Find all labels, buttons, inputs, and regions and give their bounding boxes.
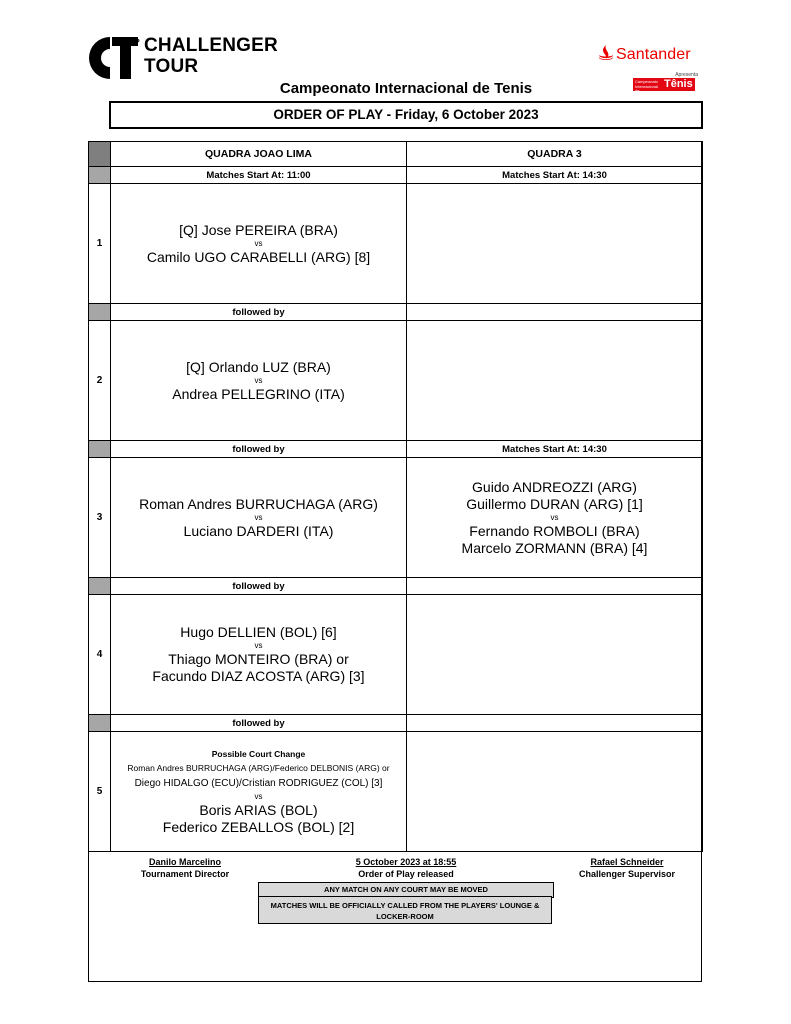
player: Fernando ROMBOLI (BRA) [469, 522, 640, 539]
followed-by-row [89, 441, 703, 458]
match-number: 1 [89, 184, 111, 304]
empty-cell [407, 595, 703, 715]
vs-label: vs [254, 791, 263, 801]
tenis-badge [633, 78, 695, 91]
player: Thiago MONTEIRO (BRA) or [168, 651, 349, 667]
schedule-grid [88, 141, 703, 852]
player: [Q] Orlando LUZ (BRA) [186, 358, 331, 375]
vs-label: vs [550, 512, 559, 522]
followed-by-row [89, 715, 703, 732]
match-number: 3 [89, 458, 111, 578]
schedule-table [88, 141, 703, 852]
match-cell [111, 184, 407, 304]
player: Andrea PELLEGRINO (ITA) [172, 385, 345, 402]
empty-cell [407, 321, 703, 441]
supervisor-block [552, 856, 702, 880]
separator-cell [407, 304, 703, 321]
director-title: Tournament Director [140, 869, 230, 879]
player: Federico ZEBALLOS (BOL) [2] [162, 818, 355, 835]
match-row-1 [89, 184, 703, 304]
vs-label: vs [254, 512, 263, 522]
followed-by-row [89, 578, 703, 595]
santander-flame-icon [598, 45, 614, 63]
start-time-row [89, 167, 703, 184]
player: Diego HIDALGO (ECU)/Cristian RODRIGUEZ (COL) [3] [134, 777, 383, 789]
santander-name: Santander [616, 46, 691, 63]
challenger-tour-logo [88, 35, 278, 82]
match-cell [407, 458, 703, 578]
notice-moved: ANY MATCH ON ANY COURT MAY BE MOVED [258, 882, 554, 898]
court-1-name: QUADRA JOAO LIMA [111, 142, 407, 167]
court-2-start-again: Matches Start At: 14:30 [407, 441, 703, 458]
vs-label: vs [254, 238, 263, 248]
vs-label: vs [254, 641, 263, 650]
match-row-4 [89, 595, 703, 715]
match-number: 4 [89, 595, 111, 715]
followed-by-label: followed by [111, 441, 407, 458]
director-block [110, 856, 260, 880]
player: Guido ANDREOZZI (ARG) [472, 478, 637, 495]
match-number: 5 [89, 732, 111, 852]
player: Hugo DELLIEN (BOL) [6] [180, 624, 337, 640]
followed-by-label: followed by [111, 578, 407, 595]
separator-cell [407, 578, 703, 595]
order-of-play-title: ORDER OF PLAY - Friday, 6 October 2023 [109, 101, 703, 129]
followed-by-label: followed by [111, 715, 407, 732]
vs-label: vs [254, 375, 263, 385]
player: Guillermo DURAN (ARG) [1] [466, 495, 643, 512]
badge-title: Tênis [664, 78, 693, 90]
court-1-start: Matches Start At: 11:00 [111, 167, 407, 184]
player: Roman Andres BURRUCHAGA (ARG)/Federico DELBONIS (ARG) or [127, 762, 390, 773]
match-row-2 [89, 321, 703, 441]
released-label: Order of Play released [358, 869, 454, 879]
corner-cell [89, 142, 111, 167]
match-cell [111, 732, 407, 852]
player: Roman Andres BURRUCHAGA (ARG) [139, 495, 378, 512]
player: Facundo DIAZ ACOSTA (ARG) [3] [152, 668, 365, 684]
apresenta-text: Apresenta [675, 72, 698, 78]
empty-cell [407, 732, 703, 852]
tournament-title: Campeonato Internacional de Tenis [279, 80, 533, 97]
player: Marcelo ZORMANN (BRA) [4] [461, 539, 648, 556]
player: Luciano DARDERI (ITA) [183, 522, 334, 539]
followed-by-row [89, 304, 703, 321]
supervisor-name: Rafael Schneider [590, 857, 664, 867]
supervisor-title: Challenger Supervisor [578, 869, 676, 879]
match-cell [111, 458, 407, 578]
followed-by-label: followed by [111, 304, 407, 321]
logo-line-2: TOUR [144, 56, 199, 77]
logo-line-1: CHALLENGER [144, 35, 278, 56]
empty-cell [407, 184, 703, 304]
player: Boris ARIAS (BOL) [199, 801, 318, 818]
match-row-5 [89, 732, 703, 852]
court-2-start: Matches Start At: 14:30 [407, 167, 703, 184]
possible-court-change: Possible Court Change [211, 748, 306, 759]
director-name: Danilo Marcelino [148, 857, 221, 867]
match-cell [111, 595, 407, 715]
badge-caption: Campeonato Internacional de [635, 79, 658, 93]
notice-called: MATCHES WILL BE OFFICIALLY CALLED FROM THE PLAYERS' LOUNGE & LOCKER-ROOM [258, 896, 552, 924]
court-header-row [89, 142, 703, 167]
release-block [316, 856, 496, 880]
match-number: 2 [89, 321, 111, 441]
court-2-name: QUADRA 3 [407, 142, 703, 167]
player: [Q] Jose PEREIRA (BRA) [179, 221, 338, 238]
released-time: 5 October 2023 at 18:55 [355, 857, 457, 867]
santander-logo [598, 45, 698, 95]
match-cell [111, 321, 407, 441]
separator-cell [407, 715, 703, 732]
atp-mark: ATP [126, 39, 140, 46]
player: Camilo UGO CARABELLI (ARG) [8] [146, 248, 371, 265]
match-row-3 [89, 458, 703, 578]
